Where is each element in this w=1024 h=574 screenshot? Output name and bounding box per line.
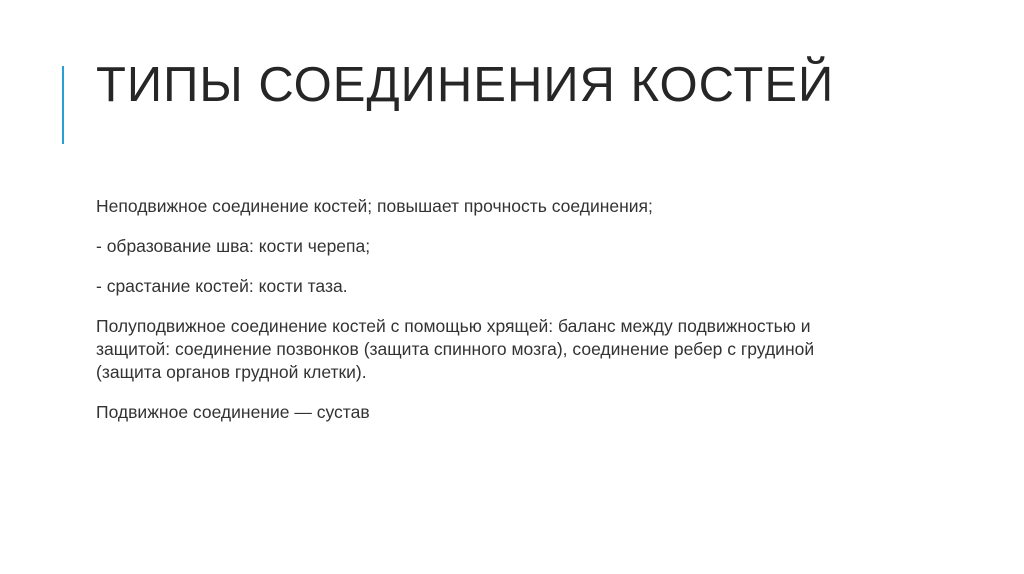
slide-title: ТИПЫ СОЕДИНЕНИЯ КОСТЕЙ: [96, 58, 835, 112]
paragraph-suture: - образование шва: кости черепа;: [96, 236, 371, 256]
slide-body: [96, 195, 896, 424]
title-accent-bar: [62, 66, 64, 144]
paragraph-semi-movable-joint: Полуподвижное соединение костей с помощью хрящей: баланс между подвижностью и защитой: соединение позвонков (защита спинного мозга), соединение ребер с грудиной (защита органов грудной клетки).: [96, 316, 815, 382]
paragraph-immovable-joint: Неподвижное соединение костей; повышает прочность соединения;: [96, 196, 653, 216]
paragraph-movable-joint: Подвижное соединение — сустав: [96, 402, 370, 422]
paragraph-fusion: - срастание костей: кости таза.: [96, 276, 348, 296]
